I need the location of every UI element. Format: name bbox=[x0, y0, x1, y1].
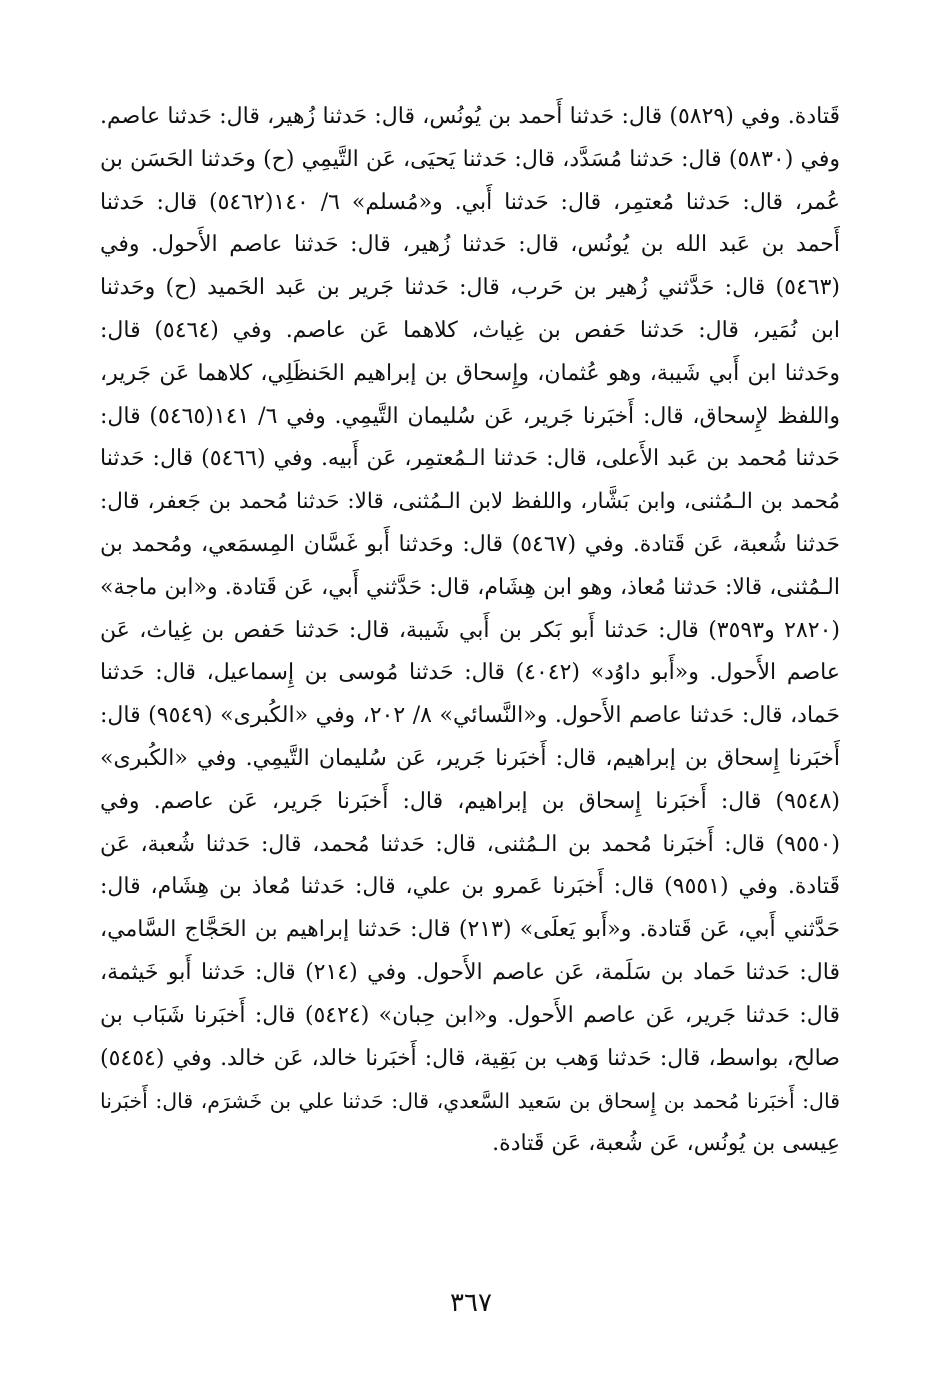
text-line: صالح، بواسط، قال: حَدثنا وَهب بن بَقِية، قال: أَخبَرنا خالد، عَن خالد. وفي (٥٤٥٤) bbox=[100, 1045, 840, 1071]
text-line: واللفظ لإِسحاق، قال: أَخبَرنا جَرير، عَن سُليمان التَّيمِي. وفي ٦/ ١٤١(٥٤٦٥) قال: bbox=[100, 403, 840, 429]
body-text bbox=[100, 96, 840, 1166]
text-line: عِيسى بن يُونُس، عَن شُعبة، عَن قَتادة. bbox=[492, 1131, 840, 1157]
text-line: (٢٨٢٠ و٣٥٩٣) قال: حَدثنا أَبو بَكر بن أَبي شَيبة، قال: حَدثنا حَفص بن غِياث، عَن bbox=[100, 617, 840, 643]
text-line: أَخبَرنا إِسحاق بن إبراهيم، قال: أَخبَرنا جَرير، عَن سُليمان التَّيمِي. وفي «الكُبرى» bbox=[100, 745, 840, 771]
page-number: ٣٦٧ bbox=[450, 1288, 492, 1318]
text-line: (٩٥٤٨) قال: أَخبَرنا إِسحاق بن إبراهيم، قال: أَخبَرنا جَرير، عَن عاصم. وفي bbox=[100, 788, 840, 814]
text-line: وفي (٥٨٣٠) قال: حَدثنا مُسَدَّد، قال: حَدثنا يَحيَى، عَن التَّيمِي (ح) وحَدثنا الحَسَن بن bbox=[100, 146, 840, 172]
text-line: قَتادة. وفي (٥٨٢٩) قال: حَدثنا أَحمد بن يُونُس، قال: حَدثنا زُهير، قال: حَدثنا عاصم. bbox=[100, 104, 840, 129]
text-line: ابن نُمَير، قال: حَدثنا حَفص بن غِياث، كلاهما عَن عاصم. وفي (٥٤٦٤) قال: bbox=[100, 317, 840, 343]
text-line: الـمُثنى، قالا: حَدثنا مُعاذ، وهو ابن هِشَام، قال: حَدَّثني أَبي، عَن قَتادة. و«ابن ماجة» bbox=[100, 574, 840, 600]
text-line: قال: حَدثنا حَماد بن سَلَمة، عَن عاصم الأَحول. وفي (٢١٤) قال: حَدثنا أَبو خَيثمة، bbox=[100, 959, 840, 985]
text-line: (٩٥٥٠) قال: أَخبَرنا مُحمد بن الـمُثنى، قال: حَدثنا مُحمد، قال: حَدثنا شُعبة، عَن bbox=[100, 831, 840, 857]
text-line: قال: حَدثنا جَرير، عَن عاصم الأَحول. و«ابن حِبان» (٥٤٢٤) قال: أَخبَرنا شَبَاب بن bbox=[100, 1002, 840, 1028]
text-line: عُمر، قال: حَدثنا مُعتمِر، قال: حَدثنا أَبي. و«مُسلم» ٦/ ١٤٠(٥٤٦٢) قال: حَدثنا bbox=[100, 189, 840, 215]
text-line: قَتادة. وفي (٩٥٥١) قال: أَخبَرنا عَمرو بن علي، قال: حَدثنا مُعاذ بن هِشَام، قال: bbox=[100, 874, 840, 900]
text-line: مُحمد بن الـمُثنى، وابن بَشَّار، واللفظ لابن الـمُثنى، قالا: حَدثنا مُحمد بن جَعفر، قال: bbox=[100, 489, 840, 515]
text-line: حَماد، قال: حَدثنا عاصم الأَحول. و«النَّسائي» ٨/ ٢٠٢، وفي «الكُبرى» (٩٥٤٩) قال: bbox=[100, 703, 840, 729]
text-line: عاصم الأَحول. و«أَبو داوُد» (٤٠٤٢) قال: حَدثنا مُوسى بن إِسماعيل، قال: حَدثنا bbox=[100, 660, 840, 686]
text-line: وحَدثنا ابن أَبي شَيبة، وهو عُثمان، وإِسحاق بن إبراهيم الحَنظَلِي، كلاهما عَن جَرير، bbox=[100, 360, 840, 386]
text-line: قال: أَخبَرنا مُحمد بن إِسحاق بن سَعيد السَّعدي، قال: حَدثنا علي بن خَشرَم، قال: أَخبَرنا bbox=[100, 1089, 840, 1114]
text-line: حَدثنا شُعبة، عَن قَتادة. وفي (٥٤٦٧) قال: وحَدثنا أَبو غَسَّان المِسمَعي، ومُحمد بن bbox=[100, 531, 840, 557]
text-line: حَدثنا مُحمد بن عَبد الأَعلى، قال: حَدثنا الـمُعتمِر، عَن أَبيه. وفي (٥٤٦٦) قال: حَدثنا bbox=[100, 446, 840, 472]
text-line: أَحمد بن عَبد الله بن يُونُس، قال: حَدثنا زُهير، قال: حَدثنا عاصم الأَحول. وفي bbox=[100, 232, 840, 258]
text-line: (٥٤٦٣) قال: حَدَّثني زُهير بن حَرب، قال: حَدثنا جَرير بن عَبد الحَميد (ح) وحَدثنا bbox=[100, 275, 840, 301]
text-line: حَدَّثني أَبي، عَن قَتادة. و«أَبو يَعلَى» (٢١٣) قال: حَدثنا إبراهيم بن الحَجَّاج السَّامي، bbox=[100, 917, 840, 943]
